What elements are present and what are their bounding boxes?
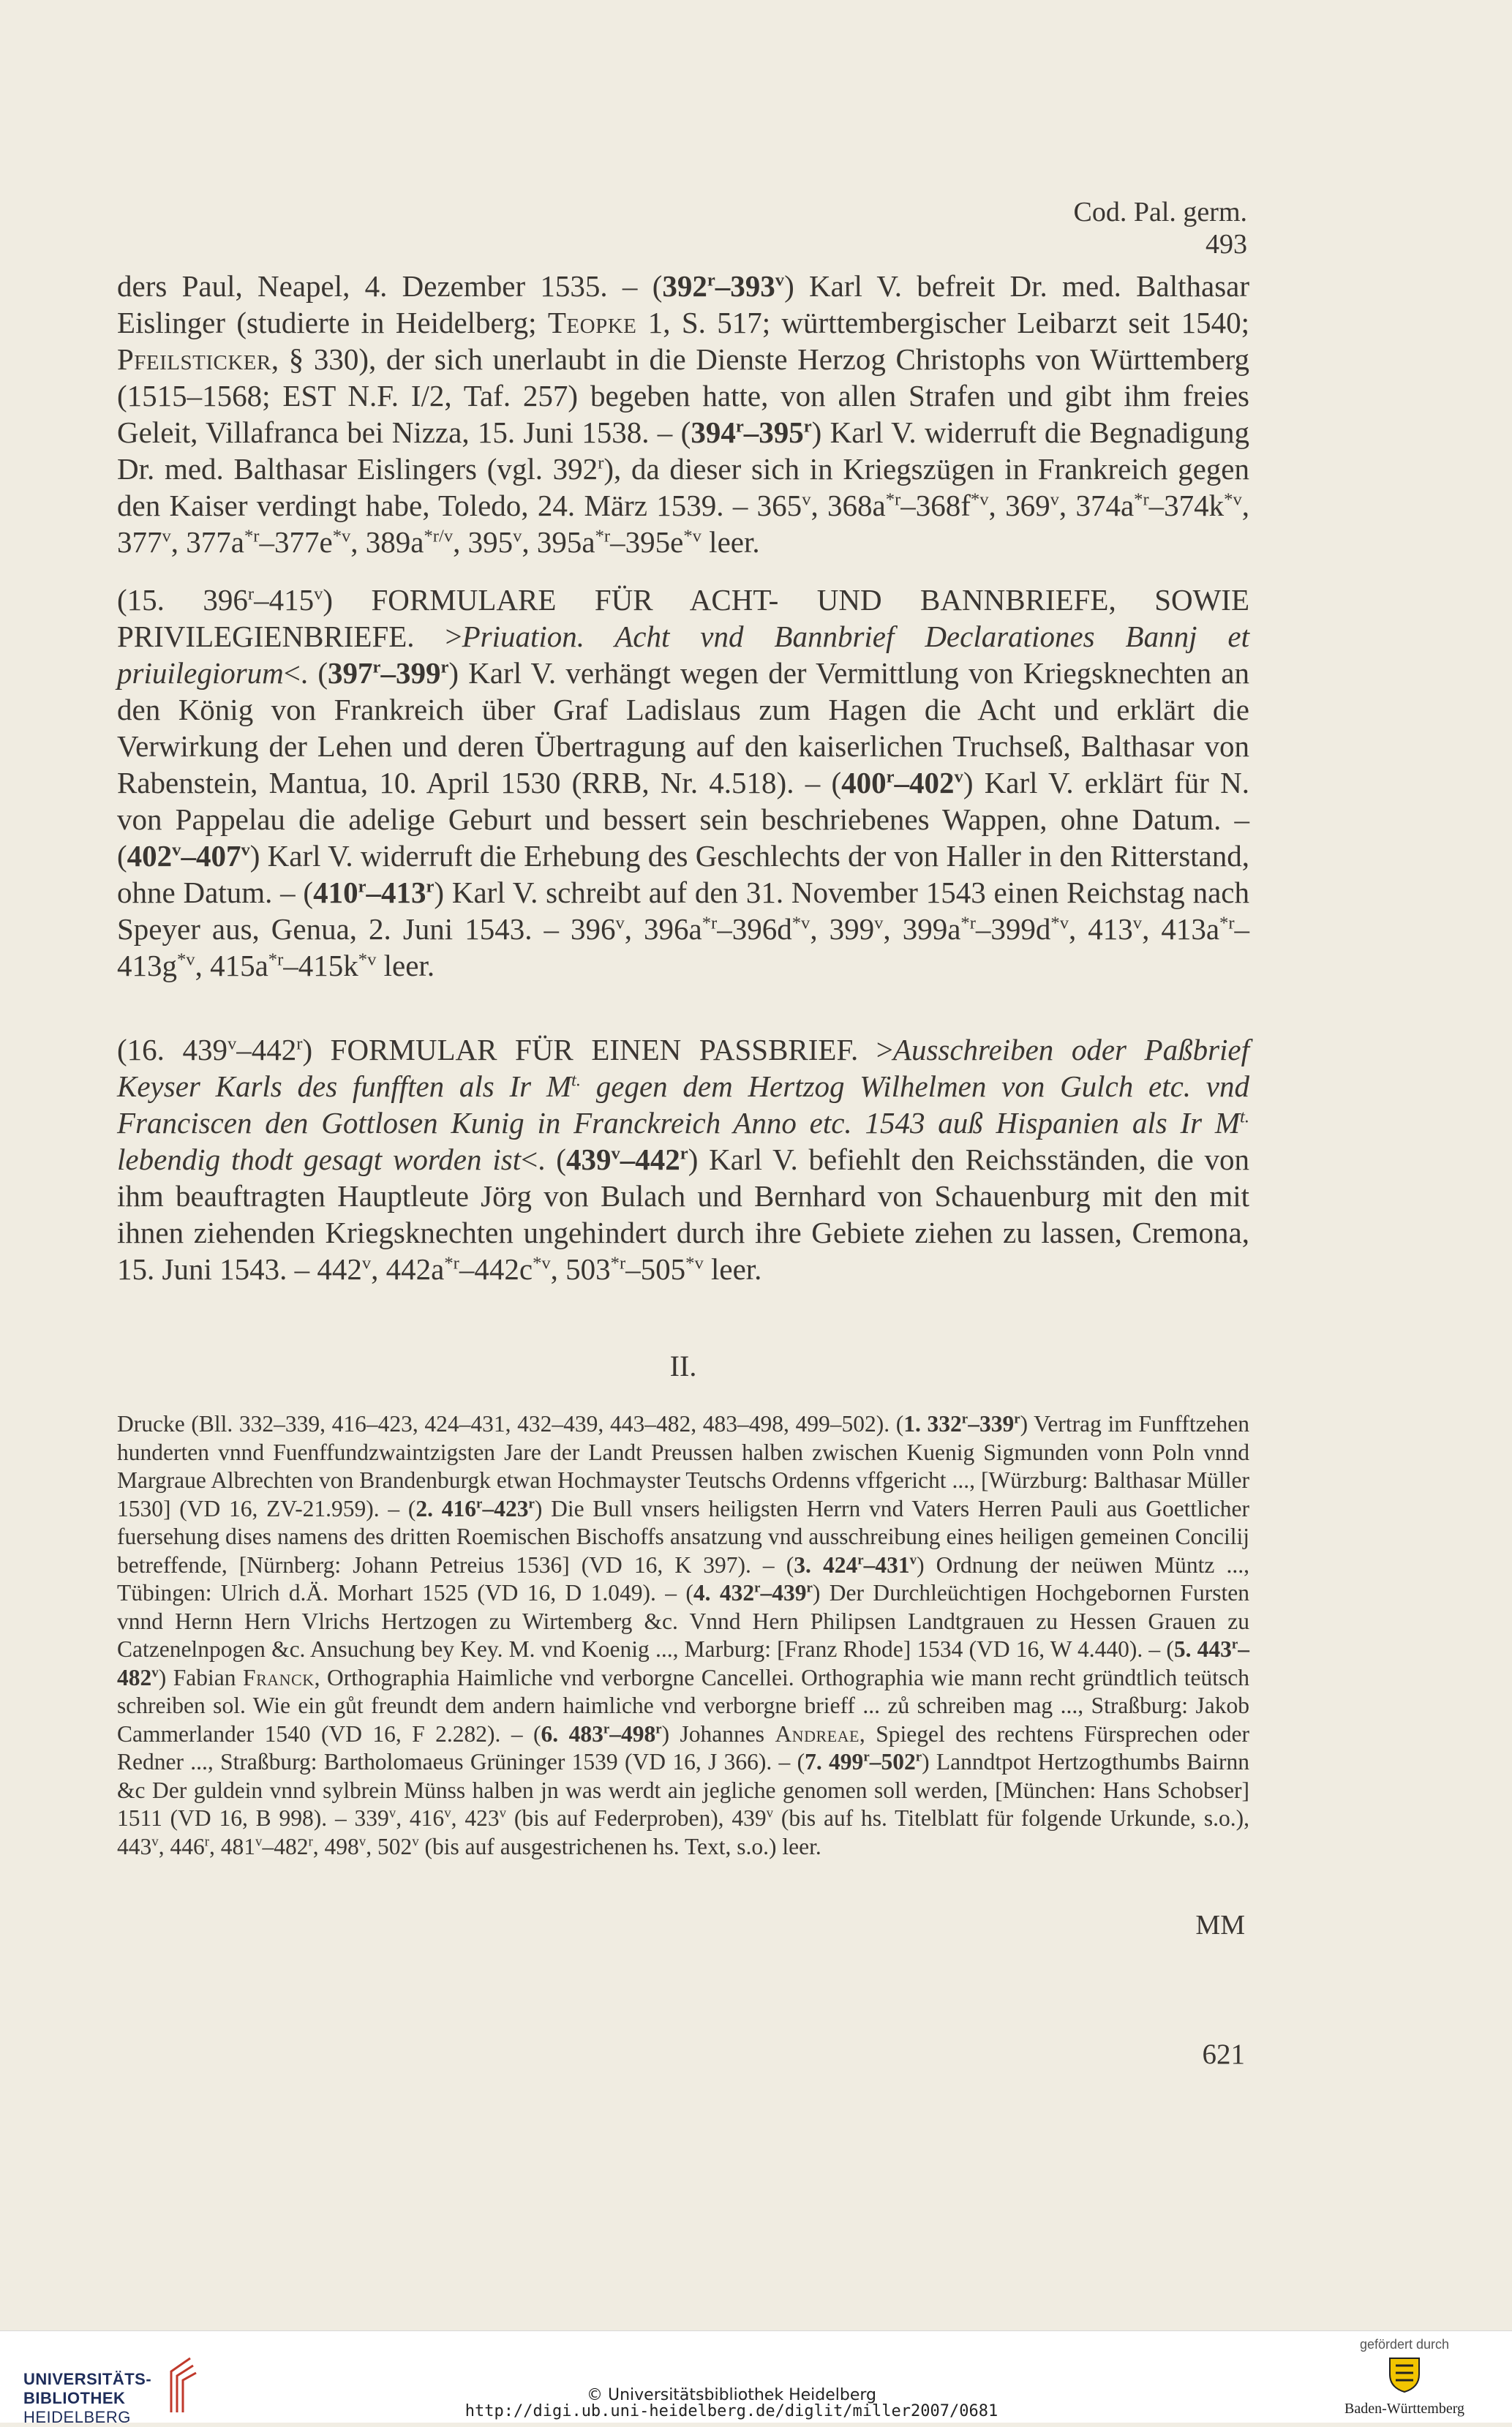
- library-name-line-3: HEIDELBERG: [23, 2408, 131, 2426]
- catalog-paragraph-2: (15. 396$^r$–415$^v$) FORMULARE FÜR ACHT- UND BANNBRIEFE, SOWIE PRIVILEGIENBRIEFE. >Priuation. Acht vnd Bannbrief Declarationes Bannj et priuilegiorum<. (397$^r$–399$^r$) Karl V. verhängt wegen der Vermittlung von Kriegsknechten an den König von Frankreich über Graf Ladislaus zum Hagen die Acht und erklärt die Verwirkung der Lehen und deren Übertragung auf den kaiserlichen Truchseß, Balthasar von Rabenstein, Mantua, 10. April 1530 (RRB, Nr. 4.518). – (400$^r$–402$^v$) Karl V. erklärt für N. von Pappelau die adelige Geburt und bessert sein beschriebenes Wappen, ohne Datum. – (402$^v$–407$^v$) Karl V. widerruft die Erhebung des Geschlechts der von Haller in den Ritterstand, ohne Datum. – (410$^r$–413$^r$) Karl V. schreibt auf den 31. November 1543 einen Reichstag nach Speyer aus, Genua, 2. Juni 1543. – 396$^v$, $396a^{*r}-396d^{*v}$, 399$^v$, $399a^{*r}-399d^{*v}$, 413$^v$, $413a^{*r}-413g^{*v}$, $415a^{*r}-415k^{*v}$ leer.: [117, 583, 1250, 982]
- author-name: Pfeilsticker: [117, 342, 271, 376]
- copyright-notice: © Universitätsbibliothek Heidelberg: [586, 2386, 876, 2404]
- author-name: Franck: [243, 1664, 315, 1690]
- library-mark-icon: [164, 2355, 199, 2414]
- permalink[interactable]: http://digi.ub.uni-heidelberg.de/diglit/miller2007/0681: [464, 2402, 998, 2420]
- state-name: Baden-Württemberg: [1344, 2401, 1464, 2417]
- library-name-line-2: BIBLIOTHEK: [23, 2389, 126, 2407]
- section-heading: II.: [669, 1350, 697, 1382]
- funded-by-label: gefördert durch: [1359, 2337, 1450, 2352]
- library-logo[interactable]: [23, 2370, 243, 2427]
- catalog-paragraph-3: (16. 439$^v$–442$^r$) FORMULAR FÜR EINEN PASSBRIEF. >Ausschreiben oder Paßbrief Keyser Karls des funfften als Ir $M^{t.}$ gegen dem Hertzog Wilhelmen von Gulch etc. vnd Franciscen den Gottlosen Kunig in Franckreich Anno etc. 1543 auß Hispanien als Ir $M^{t.}$ lebendig thodt gesagt worden ist<. (439$^v$–442$^r$) Karl V. befiehlt den Reichsständen, die von ihm beauftragten Hauptleute Jörg von Bulach und Bernhard von Schauenburg mit den mit ihnen ziehenden Kriegsknechten ungehindert durch ihre Gebiete ziehen zu lassen, Cremona, 15. Juni 1543. – 442$^v$, $442a^{*r}-442c^{*v}$, 503$^{*r}$–505$^{*v}$ leer.: [117, 1033, 1249, 1286]
- coat-of-arms-icon: [1387, 2355, 1422, 2393]
- author-initials: MM: [1195, 1910, 1245, 1941]
- author-name: Andreae: [775, 1720, 860, 1747]
- author-name: Teopke: [547, 306, 637, 339]
- page-number: 621: [1202, 2039, 1245, 2070]
- library-name-line-1: UNIVERSITÄTS-: [23, 2370, 152, 2388]
- running-head: Cod. Pal. germ. 493: [1073, 197, 1247, 260]
- prints-description: Drucke (Bll. 332–339, 416–423, 424–431, 432–439, 443–482, 483–498, 499–502). (1. 332$^r$–339$^r$) Vertrag im Funfftzehen hunderten vnnd Fuenffundzwaintzigsten Jare der Landt Preussen halben zwischen Kuenig Sigmunden vonn Poln vnnd Margraue Albrechten von Brandenburgk etwan Hochmayster Teutschs Ordenns vffgericht ..., [Würzburg: Balthasar Müller 1530] (VD 16, ZV-21.959). – (2. 416$^r$–423$^r$) Die Bull vnsers heiligsten Herrn vnd Vaters Herren Pauli aus Goettlicher fuersehung dises namens des dritten Roemischen Bischoffs ansatzung vnd ausschreibung eines heiligen gemeinen Concilij betreffende, [Nürnberg: Johann Petreius 1536] (VD 16, K 397). – (3. 424$^r$–431$^v$) Ordnung der neüwen Müntz ..., Tübingen: Ulrich d.Ä. Morhart 1525 (VD 16, D 1.049). – (4. 432$^r$–439$^r$) Der Durchleüchtigen Hochgebornen Fursten vnnd Hernn Hern Vlrichs Hertzogen zu Wirtemberg &c. Vnnd Hern Philipsen Landtgrauen zu Hessen Grauen zu Catzenelnpogen &c. Ansuchung bey Key. M. vnd Koenig ..., Marburg: [Franz Rhode] 1534 (VD 16, W 4.440). – (5. 443$^r$–482$^v$) Fabian Franck, Orthographia Haimliche vnd verborgne Cancellei. Orthographia wie mann recht gründtlich teütsch schreiben sol. Wie ein gůt freundt dem andern haimliche vnd verborgne brieff ... zů schreiben mag ..., Straßburg: Jakob Cammerlander 1540 (VD 16, F 2.282). – (6. 483$^r$–498$^r$) Johannes Andreae, Spiegel des rechtens Fürsprechen oder Redner ..., Straßburg: Bartholomaeus Grüninger 1539 (VD 16, J 366). – (7. 499$^r$–502$^r$) Lanndtpot Hertzogthumbs Bairnn &c Der guldein vnnd sylbrein Münss halben jn was werdt ain jegliche genomen soll werden, [München: Hans Schobser] 1511 (VD 16, B 998). – 339$^v$, 416$^v$, 423$^v$ (bis auf Federproben), 439$^v$ (bis auf hs. Titelblatt für folgende Urkunde, s.o.), 443$^v$, 446$^r$, 481$^v$–482$^r$, 498$^v$, 502$^v$ (bis auf ausgestrichenen hs. Text, s.o.) leer.: [117, 1411, 1250, 1859]
- catalog-paragraph-1: ders Paul, Neapel, 4. Dezember 1535. – (392$^r$–393$^v$) Karl V. befreit Dr. med. Balthasar Eislinger (studierte in Heidelberg; Teopke 1, S. 517; württembergischer Leibarzt seit 1540; Pfeilsticker, § 330), der sich unerlaubt in die Dienste Herzog Christophs von Württemberg (1515–1568; EST N.F. I/2, Taf. 257) begeben hatte, von allen Strafen und gibt ihm freies Geleit, Villafranca bei Nizza, 15. Juni 1538. – (394$^r$–395$^r$) Karl V. widerruft die Begnadigung Dr. med. Balthasar Eislingers (vgl. 392$^r$), da dieser sich in Kriegszügen in Frankreich gegen den Kaiser verdingt habe, Toledo, 24. März 1539. – 365$^v$, $368a^{*r}-368f^{*v}$, 369$^v$, $374a^{*r}-374k^{*v}$, 377$^v$, $377a^{*r}-377e^{*v}$, $389a^{*r/v}$, 395$^v$, $395a^{*r}-395e^{*v}$ leer.: [117, 269, 1250, 559]
